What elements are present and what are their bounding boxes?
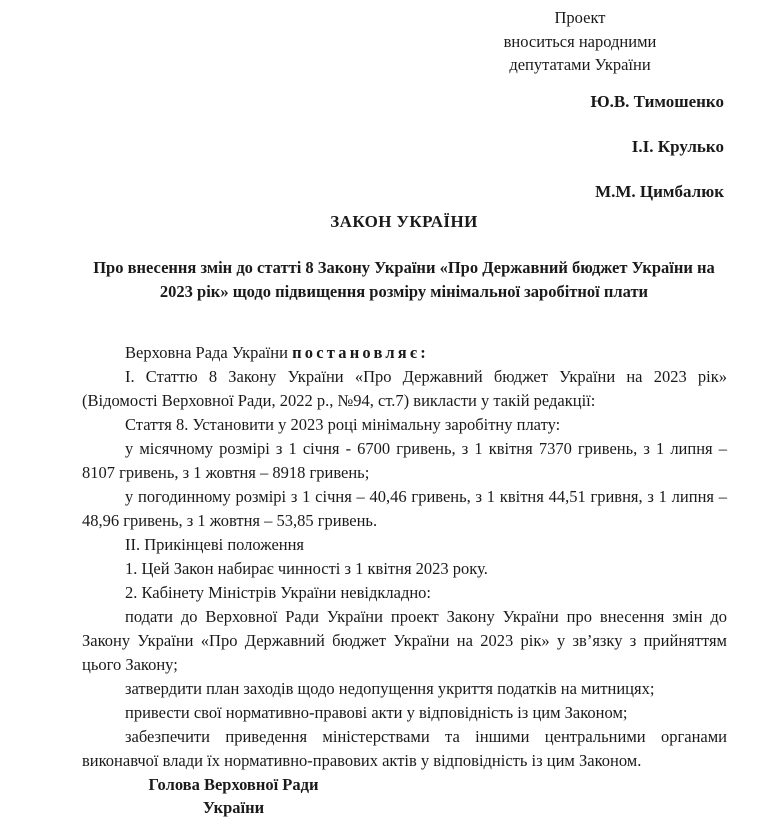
header-line-1: Проект	[554, 8, 606, 27]
sponsor-list	[330, 90, 724, 203]
signature-block	[126, 773, 341, 819]
sponsor-name: І.І. Крулько	[631, 137, 724, 156]
paragraph-monthly-wage: у місячному розмірі з 1 січня - 6700 гривень, з 1 квітня 7370 гривень, з 1 липня – 8107 гривень, з 1 жовтня – 8918 гривень;	[82, 439, 727, 482]
paragraph-final-provisions: ІІ. Прикінцеві положення	[125, 535, 305, 554]
paragraph-hourly-wage: у погодинному розмірі з 1 січня – 40,46 гривень, з 1 квітня 44,51 гривня, з 1 липня – 48,96 гривень, з 1 жовтня – 53,85 гривень.	[82, 487, 727, 530]
paragraph-align-acts: привести свої нормативно-правові акти у відповідність із цим Законом;	[125, 703, 628, 722]
paragraph-approve-plan: затвердити план заходів щодо недопущення укриття податків на митницях;	[125, 679, 655, 698]
enacting-prefix: Верховна Рада України	[125, 343, 293, 362]
signature-country: України	[202, 798, 265, 817]
paragraph-enacting-clause	[82, 341, 727, 365]
law-heading: ЗАКОН УКРАЇНИ	[330, 212, 478, 231]
enacting-verb: постановляє:	[292, 343, 429, 362]
law-title: Про внесення змін до статті 8 Закону України «Про Державний бюджет України на 2023 рік» щодо підвищення розміру мінімальної заробітної плати	[93, 258, 715, 301]
paragraph-ensure-alignment: забезпечити приведення міністерствами та іншими центральними органами виконавчої влади їх нормативно-правових актів у відповідність із цим Законом.	[82, 727, 727, 770]
document-body	[82, 341, 727, 773]
paragraph-item-1: 1. Цей Закон набирає чинності з 1 квітня 2023 року.	[125, 559, 488, 578]
header-line-2: вноситься народними	[503, 31, 657, 51]
sponsor-name: М.М. Цимбалюк	[595, 182, 724, 201]
paragraph-submit-bill: подати до Верховної Ради України проект Закону України про внесення змін до Закону України «Про Державний бюджет України на 2023 рік» у зв’язку з прийняттям цього Закону;	[82, 607, 727, 674]
paragraph-article-intro: І. Статтю 8 Закону України «Про Державний бюджет України на 2023 рік» (Відомості Верховної Ради, 2022 р., №94, ст.7) викласти у такій редакції:	[82, 367, 727, 410]
document-header-block	[430, 6, 730, 77]
signature-title: Голова Верховної Ради	[148, 775, 319, 794]
header-line-3: депутатами України	[509, 55, 651, 74]
paragraph-article-8: Стаття 8. Установити у 2023 році мінімальну заробітну плату:	[125, 415, 561, 434]
paragraph-item-2: 2. Кабінету Міністрів України невідкладно:	[125, 583, 432, 602]
sponsor-name: Ю.В. Тимошенко	[590, 92, 724, 111]
